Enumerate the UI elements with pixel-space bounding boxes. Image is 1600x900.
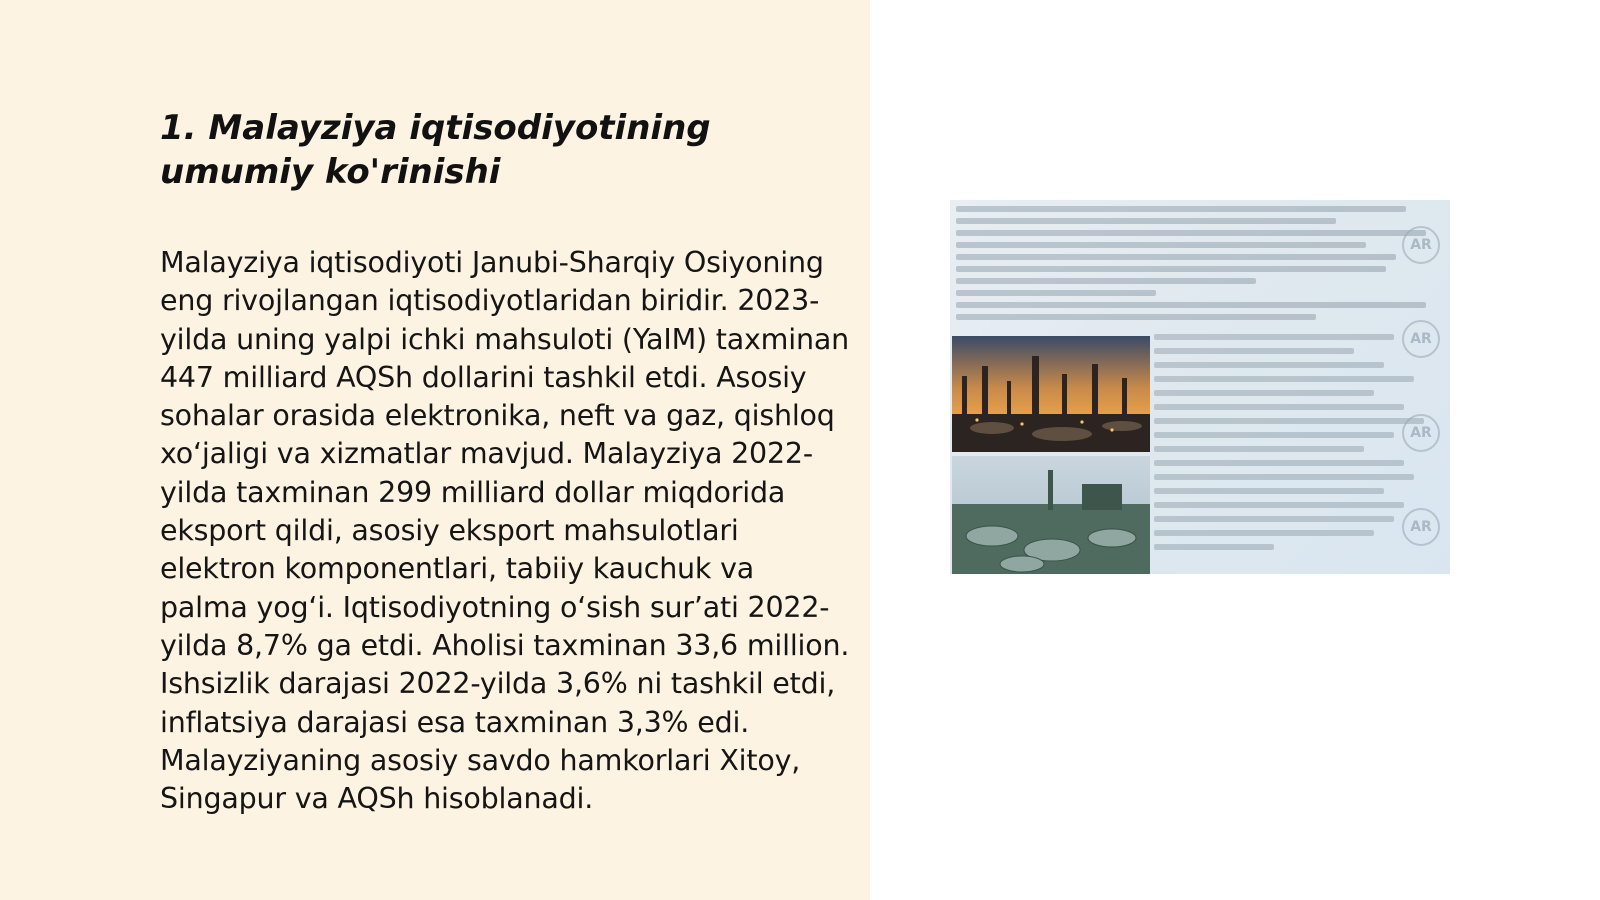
collage-image xyxy=(950,200,1450,574)
ar-watermark-badge: AR xyxy=(1402,226,1440,264)
ar-watermark-badge: AR xyxy=(1402,414,1440,452)
blurred-text-block-top xyxy=(956,202,1444,330)
blurred-text-block-side xyxy=(1154,330,1434,570)
slide-title: 1. Malayziya iqtisodiyotining umumiy ko'rinishi xyxy=(160,108,711,192)
industrial-tanks-photo xyxy=(952,456,1150,574)
ar-watermark-badge: AR xyxy=(1402,320,1440,358)
slide-body-text: Malayziya iqtisodiyoti Janubi-Sharqiy Osiyoning eng rivojlangan iqtisodiyotlaridan biridir. 2023-yilda uning yalpi ichki mahsuloti (YaIM) taxminan 447 milliard AQSh dollarini tashkil etdi. Asosiy sohalar orasida elektronika, neft va gaz, qishloq xo‘jaligi va xizmatlar mavjud. Malayziya 2022-yilda taxminan 299 milliard dollar miqdorida eksport qildi, asosiy eksport mahsulotlari elektron komponentlari, tabiiy kauchuk va palma yog‘i. Iqtisodiyotning o‘sish sur’ati 2022-yilda 8,7% ga etdi. Aholisi taxminan 33,6 million. Ishsizlik darajasi 2022-yilda 3,6% ni tashkil etdi, inflatsiya darajasi esa taxminan 3,3% edi. Malayziyaning asosiy savdo hamkorlari Xitoy, Singapur va AQSh hisoblanadi. xyxy=(160,246,850,816)
ar-watermark-badge: AR xyxy=(1402,508,1440,546)
refinery-sunset-photo xyxy=(952,336,1150,452)
